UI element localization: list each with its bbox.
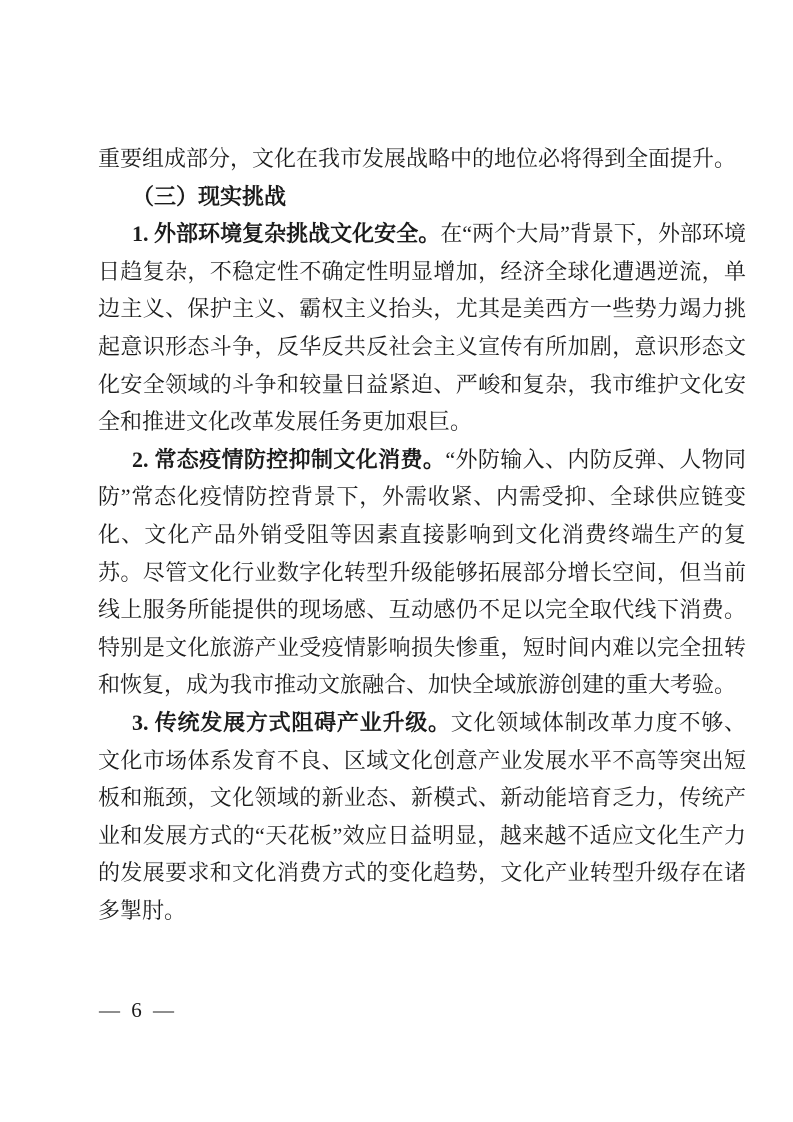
numbered-paragraph-3 xyxy=(98,704,746,930)
paragraph-3-text: 文化领域体制改革力度不够、文化市场体系发育不良、区域文化创意产业发展水平不高等突出短板和瓶颈，文化领域的新业态、新模式、新动能培育乏力，传统产业和发展方式的“天花板”效应日益明显，越来越不适应文化生产力的发展要求和文化消费方式的变化趋势，文化产业转型升级存在诸多掣肘。 xyxy=(98,709,746,923)
numbered-paragraph-1 xyxy=(98,215,746,441)
paragraph-1-text: 在“两个大局”背景下，外部环境日趋复杂，不稳定性不确定性明显增加，经济全球化遭遇逆流，单边主义、保护主义、霸权主义抬头，尤其是美西方一些势力竭力挑起意识形态斗争，反华反共反社会主义宣传有所加剧，意识形态文化安全领域的斗争和较量日益紧迫、严峻和复杂，我市维护文化安全和推进文化改革发展任务更加艰巨。 xyxy=(98,221,746,435)
paragraph-2-lead: 2. 常态疫情防控抑制文化消费。 xyxy=(132,446,446,472)
page-number: — 6 — xyxy=(99,998,177,1022)
paragraph-3-lead: 3. 传统发展方式阻碍产业升级。 xyxy=(132,709,451,735)
section-heading: （三）现实挑战 xyxy=(132,183,287,209)
numbered-paragraph-2 xyxy=(98,441,746,704)
document-body xyxy=(98,140,746,929)
paragraph-1-lead: 1. 外部环境复杂挑战文化安全。 xyxy=(132,221,441,247)
continuation-paragraph: 重要组成部分，文化在我市发展战略中的地位必将得到全面提升。 xyxy=(98,146,737,171)
paragraph-2-text: “外防输入、内防反弹、人物同防”常态化疫情防控背景下，外需收紧、内需受抑、全球供应链变化、文化产品外销受阻等因素直接影响到文化消费终端生产的复苏。尽管文化行业数字化转型升级能够拓展部分增长空间，但当前线上服务所能提供的现场感、互动感仍不足以完全取代线下消费。特别是文化旅游产业受疫情影响损失惨重，短时间内难以完全扭转和恢复，成为我市推动文旅融合、加快全域旅游创建的重大考验。 xyxy=(98,446,746,698)
